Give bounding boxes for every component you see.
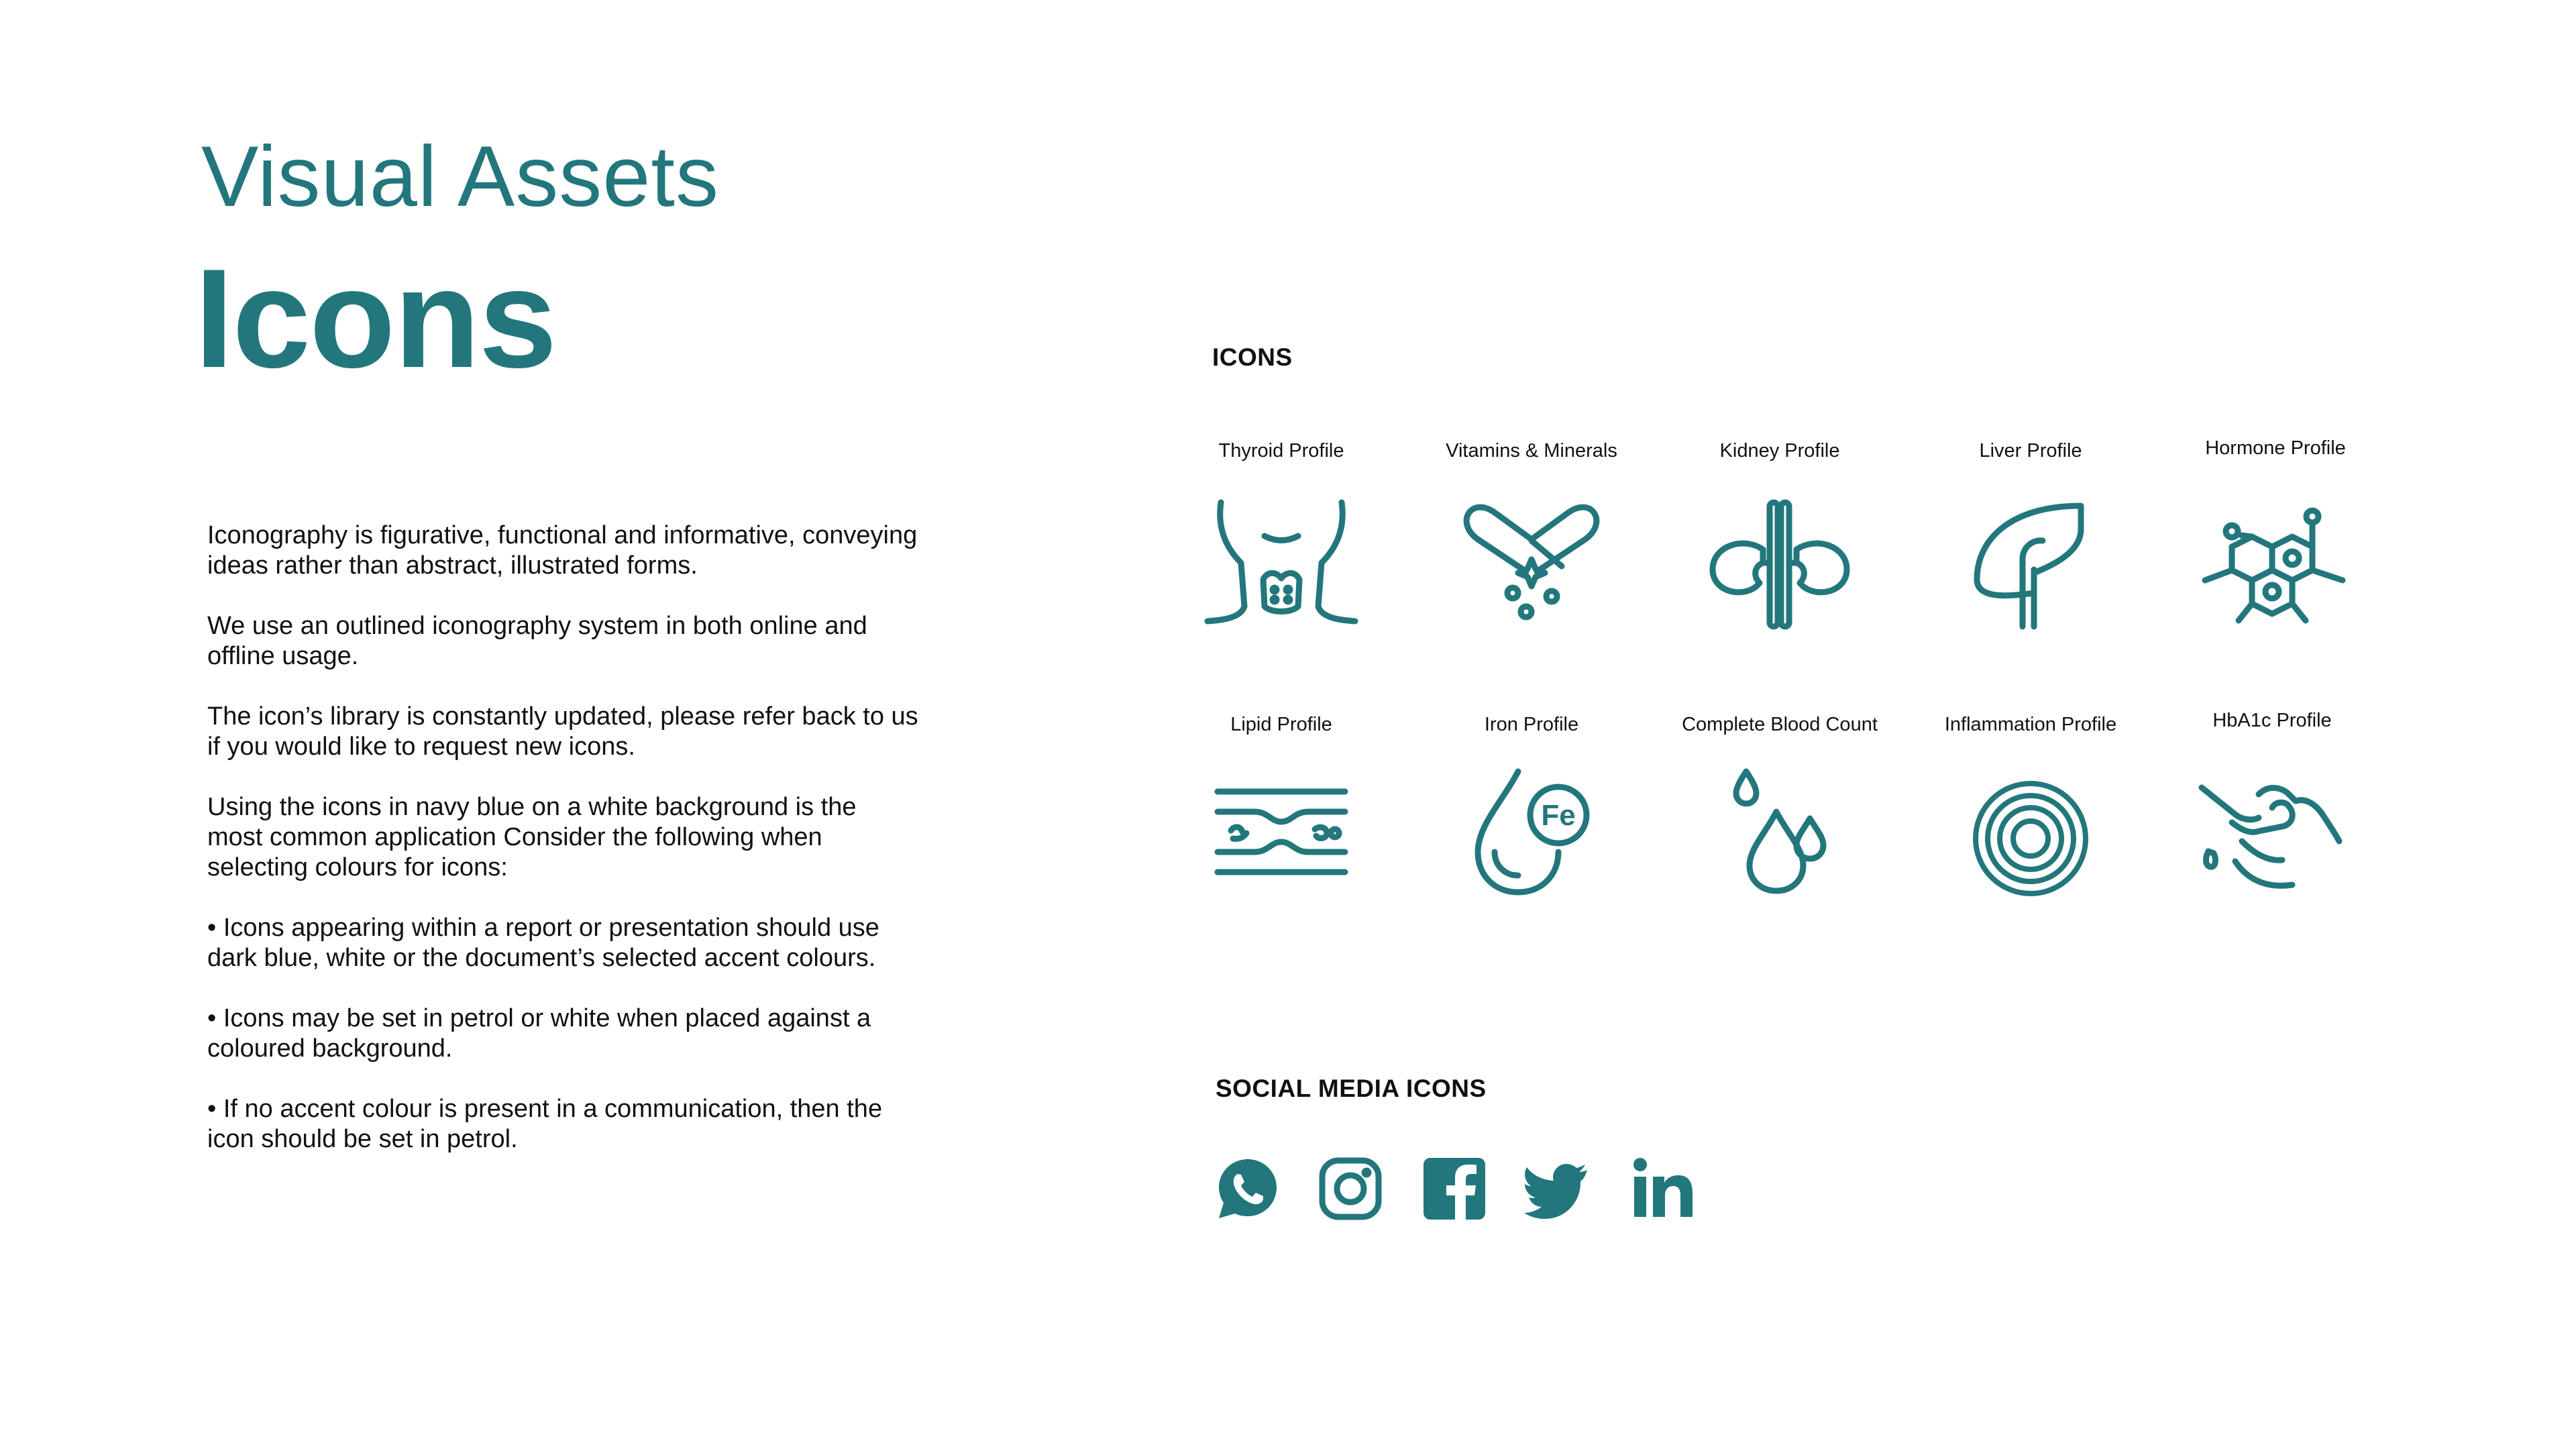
icon-label: HbA1c Profile bbox=[2212, 710, 2332, 731]
facebook-icon[interactable] bbox=[1421, 1155, 1488, 1222]
intro-paragraph: Using the icons in navy blue on a white background is the most common application Consider the following when selecting colours for icons: bbox=[207, 793, 857, 881]
icon-tile-thyroid bbox=[1161, 437, 1402, 633]
iron-icon bbox=[1464, 765, 1599, 899]
icon-tile-hormone bbox=[2155, 435, 2396, 631]
icon-label: Hormone Profile bbox=[2205, 437, 2346, 459]
icon-tile-vitamins bbox=[1411, 437, 1652, 633]
icon-tile-inflammation bbox=[1910, 711, 2151, 899]
icon-label: Lipid Profile bbox=[1230, 714, 1332, 735]
icon-tile-kidney bbox=[1659, 437, 1900, 633]
blood-count-icon bbox=[1713, 765, 1847, 899]
icon-label: Vitamins & Minerals bbox=[1446, 440, 1617, 462]
instagram-icon[interactable] bbox=[1317, 1155, 1384, 1222]
icon-label: Complete Blood Count bbox=[1682, 714, 1878, 735]
intro-paragraph: Iconography is figurative, functional and informative, conveying ideas rather than abstract, illustrated forms. bbox=[207, 521, 918, 580]
icons-heading: ICONS bbox=[1212, 343, 1293, 371]
intro-paragraph: • Icons appearing within a report or presentation should use dark blue, white or the document’s selected accent colours. bbox=[207, 914, 879, 972]
hba1c-icon bbox=[2195, 774, 2349, 895]
intro-paragraph: The icon’s library is constantly updated, please refer back to us if you would like to request new icons. bbox=[207, 702, 918, 761]
intro-text bbox=[207, 521, 918, 1185]
icon-label: Inflammation Profile bbox=[1944, 714, 2117, 735]
liver-icon bbox=[1964, 499, 2098, 633]
whatsapp-icon[interactable] bbox=[1214, 1155, 1281, 1222]
lipid-icon bbox=[1214, 785, 1348, 879]
icon-tile-lipid bbox=[1161, 711, 1402, 879]
inflammation-icon bbox=[1970, 778, 2091, 899]
hormone-icon bbox=[2198, 496, 2353, 631]
icon-tile-hba1c bbox=[2151, 707, 2393, 895]
icon-label: Iron Profile bbox=[1484, 714, 1579, 735]
linkedin-icon[interactable] bbox=[1629, 1155, 1696, 1222]
social-heading: SOCIAL MEDIA ICONS bbox=[1216, 1075, 1487, 1102]
iron-badge: Fe bbox=[1541, 799, 1576, 832]
kidney-icon bbox=[1706, 499, 1854, 633]
icon-tile-iron bbox=[1411, 711, 1652, 899]
twitter-icon[interactable] bbox=[1524, 1155, 1591, 1222]
intro-paragraph: • Icons may be set in petrol or white when placed against a coloured background. bbox=[207, 1004, 871, 1063]
icon-tile-blood-count bbox=[1659, 711, 1900, 899]
icon-label: Liver Profile bbox=[1979, 440, 2082, 462]
icon-tile-liver bbox=[1910, 437, 2151, 633]
icon-label: Kidney Profile bbox=[1719, 440, 1840, 462]
thyroid-icon bbox=[1204, 499, 1358, 633]
page-kicker: Visual Assets bbox=[201, 129, 719, 225]
icon-label: Thyroid Profile bbox=[1218, 440, 1344, 462]
page-title: Icons bbox=[195, 239, 556, 397]
intro-paragraph: We use an outlined iconography system in both online and offline usage. bbox=[207, 612, 867, 670]
vitamins-minerals-icon bbox=[1451, 499, 1612, 633]
intro-paragraph: • If no accent colour is present in a communication, then the icon should be set in petrol. bbox=[207, 1095, 883, 1153]
